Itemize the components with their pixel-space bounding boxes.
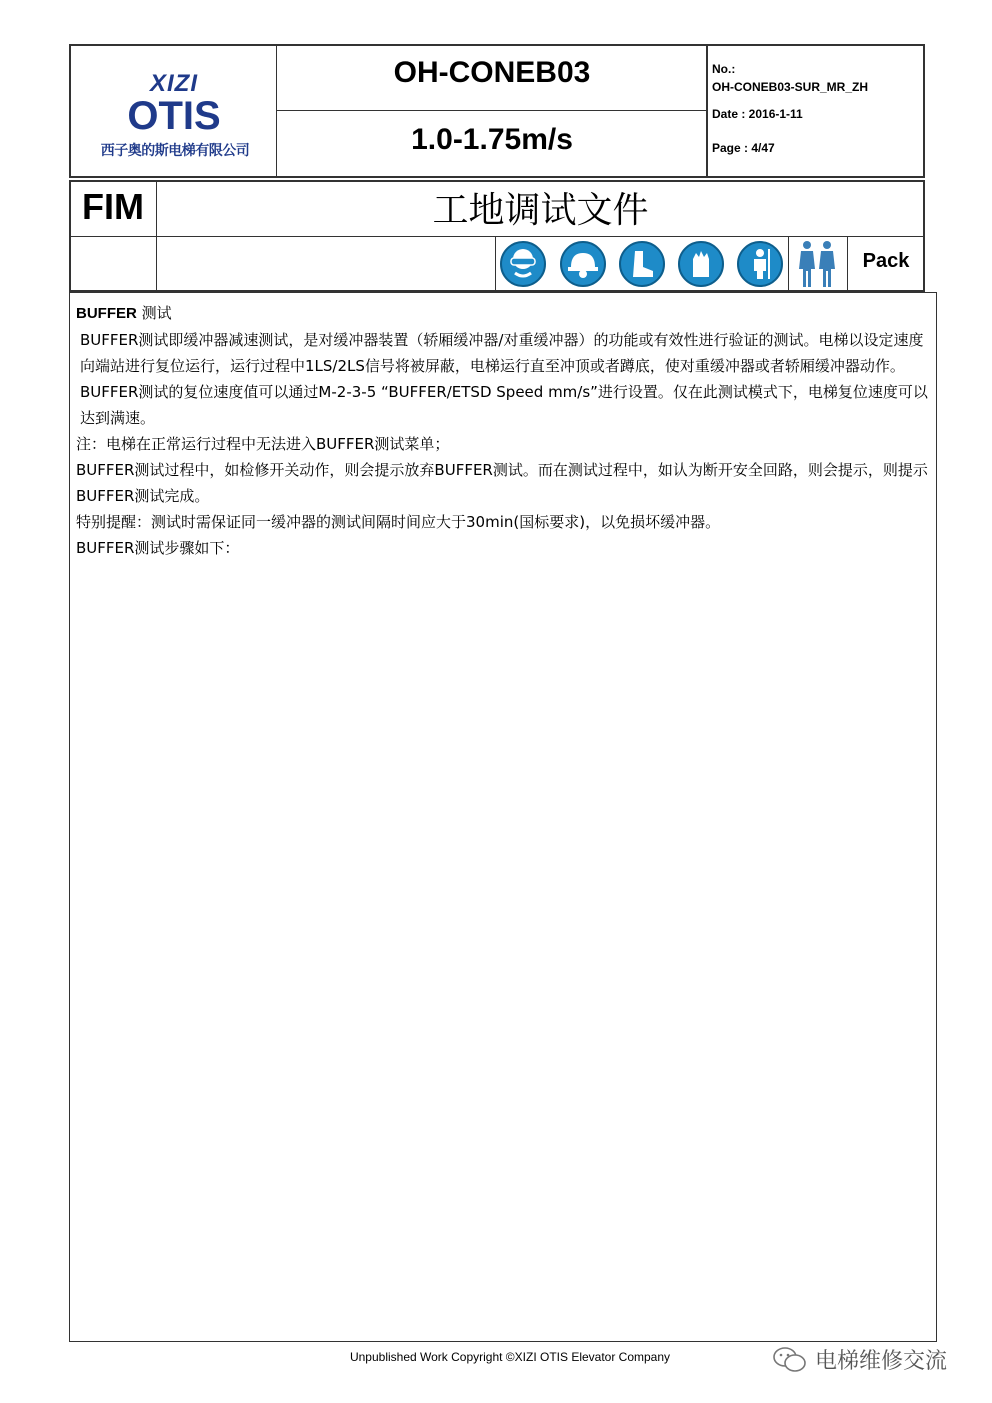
section-heading	[76, 300, 932, 327]
section-heading-cn: 测试	[136, 304, 172, 322]
pack-label: Pack	[862, 250, 910, 272]
doc-date: Date : 2016-1-11	[712, 107, 803, 121]
two-persons-icon	[795, 239, 839, 289]
watermark-text: 电梯维修交流	[815, 1349, 948, 1374]
paragraph: BUFFER测试过程中，如检修开关动作，则会提示放弃BUFFER测试。而在测试过程中，如认为断开安全回路，则会提示，则提示BUFFER测试完成。	[76, 461, 928, 505]
safety-harness-icon	[737, 241, 783, 287]
paragraph: BUFFER测试的复位速度值可以通过M-2-3-5 “BUFFER/ETSD Speed mm/s”进行设置。仅在此测试模式下，电梯复位速度可以达到满速。	[80, 383, 928, 427]
copyright-footer: Unpublished Work Copyright ©XIZI OTIS Elevator Company	[349, 1350, 671, 1364]
paragraph: 特别提醒：测试时需保证同一缓冲器的测试间隔时间应大于30min(国标要求)，以免损坏缓冲器。	[76, 513, 721, 531]
divider	[788, 236, 789, 292]
logo-xizi-text: XIZI	[149, 70, 198, 97]
logo-company-name: 西子奥的斯电梯有限公司	[100, 143, 250, 159]
section-heading-en: BUFFER	[76, 305, 137, 322]
chat-bubbles-icon	[772, 1346, 808, 1374]
paragraph: BUFFER测试步骤如下：	[76, 539, 240, 557]
doc-title: 工地调试文件	[432, 190, 649, 231]
fim-label: FIM	[82, 186, 144, 227]
doc-code: OH-CONEB03	[393, 56, 591, 89]
speed-range: 1.0-1.75m/s	[411, 123, 573, 156]
divider	[69, 236, 925, 237]
safety-goggles-icon	[500, 241, 546, 287]
logo-otis-text: OTIS	[127, 94, 221, 138]
safety-boots-icon	[619, 241, 665, 287]
hard-hat-icon	[560, 241, 606, 287]
doc-no-value: OH-CONEB03-SUR_MR_ZH	[712, 80, 869, 94]
doc-page: Page : 4/47	[712, 141, 775, 155]
doc-no-label: No.:	[712, 62, 736, 76]
paragraph: BUFFER测试即缓冲器减速测试，是对缓冲器装置（轿厢缓冲器/对重缓冲器）的功能或有效性进行验证的测试。电梯以设定速度向端站进行复位运行，运行过程中1LS/2LS信号将被屏蔽，电梯运行直至冲顶或者蹲底，使对重缓冲器或者轿厢缓冲器动作。	[80, 331, 924, 375]
safety-gloves-icon	[678, 241, 724, 287]
divider	[495, 236, 496, 292]
paragraph: 注：电梯在正常运行过程中无法进入BUFFER测试菜单；	[76, 435, 450, 453]
content-body	[76, 300, 932, 561]
